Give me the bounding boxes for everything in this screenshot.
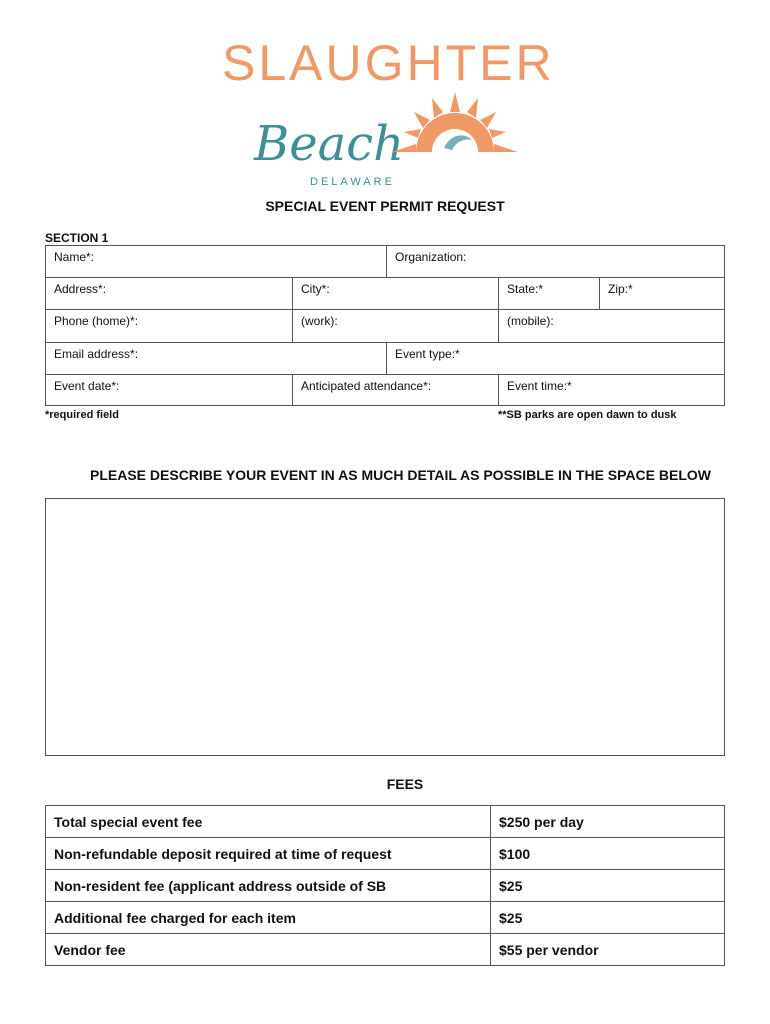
logo-wordmark: SLAUGHTER xyxy=(222,35,555,91)
table-row xyxy=(46,870,725,902)
fee-amount: $250 per day xyxy=(491,806,725,838)
city-label: City*: xyxy=(301,282,330,296)
table-row xyxy=(46,934,725,966)
city-field[interactable] xyxy=(292,277,499,310)
table-row xyxy=(46,806,725,838)
fee-item: Non-resident fee (applicant address outside of SB xyxy=(46,870,491,902)
address-field[interactable] xyxy=(45,277,293,310)
event-description-box[interactable] xyxy=(45,498,725,756)
address-label: Address*: xyxy=(54,282,107,296)
event-time-label: Event time:* xyxy=(507,379,572,393)
fee-item: Total special event fee xyxy=(46,806,491,838)
fee-item: Additional fee charged for each item xyxy=(46,902,491,934)
event-date-label: Event date*: xyxy=(54,379,120,393)
state-label: State:* xyxy=(507,282,544,296)
phone-home-label: Phone (home)*: xyxy=(54,314,139,328)
zip-field[interactable] xyxy=(599,277,725,310)
fee-item: Vendor fee xyxy=(46,934,491,966)
required-field-note: *required field xyxy=(45,409,119,421)
event-type-field[interactable] xyxy=(386,342,725,375)
event-date-field[interactable] xyxy=(45,374,293,406)
state-field[interactable] xyxy=(498,277,600,310)
applicant-info-grid xyxy=(45,245,725,406)
work-phone-field[interactable] xyxy=(292,309,499,343)
describe-heading: PLEASE DESCRIBE YOUR EVENT IN AS MUCH DETAIL AS POSSIBLE IN THE SPACE BELOW xyxy=(90,467,711,483)
attendance-field[interactable] xyxy=(292,374,499,406)
event-time-field[interactable] xyxy=(498,374,725,406)
event-type-label: Event type:* xyxy=(395,347,460,361)
fee-amount: $25 xyxy=(491,902,725,934)
table-row xyxy=(46,838,725,870)
name-field[interactable] xyxy=(45,245,387,278)
logo-state-text: DELAWARE xyxy=(310,176,395,188)
mobile-phone-label: (mobile): xyxy=(507,314,554,328)
email-field[interactable] xyxy=(45,342,387,375)
mobile-phone-field[interactable] xyxy=(498,309,725,343)
name-label: Name*: xyxy=(54,250,95,264)
parks-hours-note: **SB parks are open dawn to dusk xyxy=(498,409,677,421)
fee-amount: $55 per vendor xyxy=(491,934,725,966)
fees-table xyxy=(45,805,725,966)
slaughter-beach-logo xyxy=(218,34,555,188)
fees-title: FEES xyxy=(386,776,424,792)
fee-amount: $25 xyxy=(491,870,725,902)
phone-home-field[interactable] xyxy=(45,309,293,343)
fee-amount: $100 xyxy=(491,838,725,870)
form-title: SPECIAL EVENT PERMIT REQUEST xyxy=(265,198,505,214)
zip-label: Zip:* xyxy=(608,282,633,296)
table-row xyxy=(46,902,725,934)
work-phone-label: (work): xyxy=(301,314,338,328)
attendance-label: Anticipated attendance*: xyxy=(301,379,432,393)
fee-item: Non-refundable deposit required at time of request xyxy=(46,838,491,870)
section-label: SECTION 1 xyxy=(45,231,109,245)
organization-field[interactable] xyxy=(386,245,725,278)
sun-icon xyxy=(392,90,518,156)
logo-beach-script: Beach xyxy=(254,116,405,172)
email-label: Email address*: xyxy=(54,347,139,361)
organization-label: Organization: xyxy=(395,250,467,264)
